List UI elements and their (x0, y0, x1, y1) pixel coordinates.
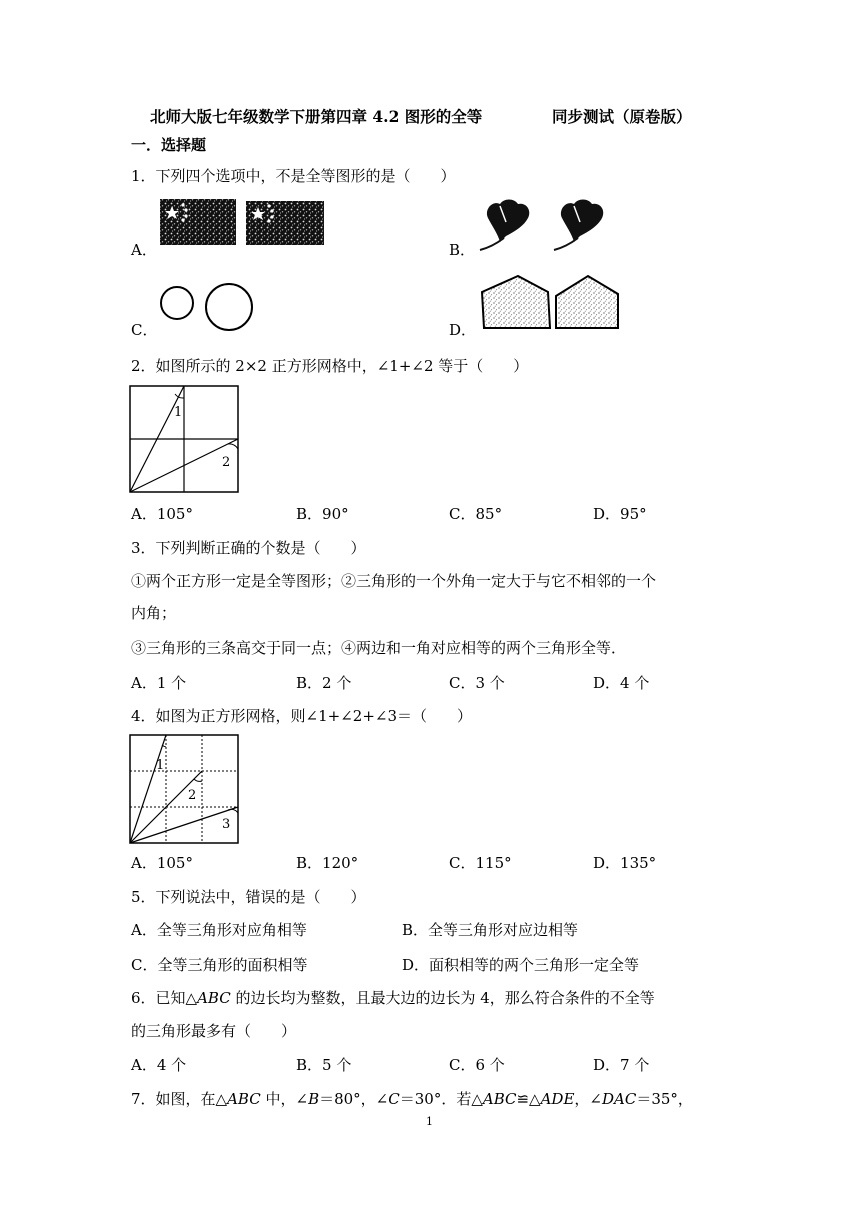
q7-var: ADE (540, 1090, 575, 1108)
q7-text: 7．如图，在△ (131, 1090, 228, 1108)
q6-var-abc: ABC (197, 989, 231, 1007)
q4-option-a: A．105° (131, 854, 193, 872)
q7-text: ＝30°．若△ (399, 1090, 483, 1108)
q4-option-d: D．135° (593, 854, 657, 872)
q2-option-c: C．85° (449, 505, 503, 523)
q6-option-d: D．7 个 (593, 1056, 650, 1074)
q6-option-c: C．6 个 (449, 1056, 505, 1074)
question-6-stem (131, 988, 655, 1008)
q2-option-a: A．105° (131, 505, 193, 523)
flag-left (160, 199, 236, 245)
q7-text: ＝35°， (636, 1090, 693, 1108)
q7-var: DAC (601, 1090, 637, 1108)
question-5-stem: 5．下列说法中，错误的是（ ） (131, 888, 366, 906)
q7-text: ＝80°，∠ (319, 1090, 389, 1108)
q1-option-a-label: A． (131, 241, 157, 259)
q3-option-c: C．3 个 (449, 674, 505, 692)
q7-var: C (388, 1090, 400, 1108)
pentagon-right (556, 276, 618, 328)
angle-label-1: 1 (156, 758, 165, 773)
q3-option-b: B．2 个 (296, 674, 352, 692)
q6-option-a: A．4 个 (131, 1056, 187, 1074)
q5-option-a: A．全等三角形对应角相等 (131, 921, 307, 939)
q4-grid-figure (128, 733, 242, 845)
page-number: 1 (426, 1115, 433, 1128)
q1-flags-figure (158, 196, 328, 248)
document-title: 北师大版七年级数学下册第四章 4.2 图形的全等 (150, 107, 483, 126)
q7-text: ≌△ (516, 1090, 541, 1108)
q4-option-b: B．120° (296, 854, 359, 872)
q6-text: 的边长均为整数，且最大边的边长为 4，那么符合条件的不全等 (230, 989, 655, 1007)
q3-option-d: D．4 个 (593, 674, 650, 692)
angle-label-3: 3 (222, 817, 231, 832)
pentagon-left (482, 276, 550, 328)
q1-option-b-label: B． (449, 241, 476, 259)
q1-leaves-figure (478, 196, 628, 254)
q3-option-a: A．1 个 (131, 674, 187, 692)
q6-option-b: B．5 个 (296, 1056, 352, 1074)
q3-statement-line-3: ③三角形的三条高交于同一点；④两边和一角对应相等的两个三角形全等． (131, 639, 627, 657)
q1-pentagons-figure (478, 272, 628, 336)
angle-label-2: 2 (222, 455, 231, 470)
q1-option-d-label: D． (449, 321, 477, 339)
ginkgo-leaf-icon (554, 200, 603, 251)
question-3-stem: 3．下列判断正确的个数是（ ） (131, 539, 366, 557)
question-4-stem: 4．如图为正方形网格，则∠1+∠2+∠3＝（ ） (131, 707, 473, 725)
angle-label-2: 2 (188, 788, 197, 803)
question-2-stem: 2．如图所示的 2×2 正方形网格中，∠1+∠2 等于（ ） (131, 357, 529, 375)
circle-large (206, 284, 252, 330)
angle-label-1: 1 (174, 405, 183, 420)
q5-option-b: B．全等三角形对应边相等 (402, 921, 579, 939)
flag-right (246, 201, 324, 245)
q7-text: ，∠ (574, 1090, 602, 1108)
document-subtitle: 同步测试（原卷版） (552, 107, 692, 126)
q3-statement-line-2: 内角； (131, 604, 177, 622)
q6-text: 6．已知△ (131, 989, 198, 1007)
question-7-stem (131, 1089, 693, 1109)
q2-option-d: D．95° (593, 505, 647, 523)
question-6-stem-line-2: 的三角形最多有（ ） (131, 1022, 297, 1040)
q1-option-c-label: C． (131, 321, 158, 339)
q2-option-b: B．90° (296, 505, 349, 523)
section-heading: 一．选择题 (131, 136, 207, 154)
q3-statement-line-1: ①两个正方形一定是全等图形；②三角形的一个外角一定大于与它不相邻的一个 (131, 572, 657, 590)
q7-var: ABC (227, 1090, 261, 1108)
q4-option-c: C．115° (449, 854, 512, 872)
q7-var: B (308, 1090, 320, 1108)
circle-small (161, 287, 193, 319)
ginkgo-leaf-icon (480, 200, 529, 251)
q1-circles-figure (158, 282, 258, 334)
question-1-stem: 1．下列四个选项中，不是全等图形的是（ ） (131, 167, 456, 185)
q7-var: ABC (482, 1090, 517, 1108)
q7-text: 中，∠ (260, 1090, 309, 1108)
q5-option-d: D．面积相等的两个三角形一定全等 (402, 956, 640, 974)
q5-option-c: C．全等三角形的面积相等 (131, 956, 308, 974)
q2-grid-figure (128, 384, 242, 496)
